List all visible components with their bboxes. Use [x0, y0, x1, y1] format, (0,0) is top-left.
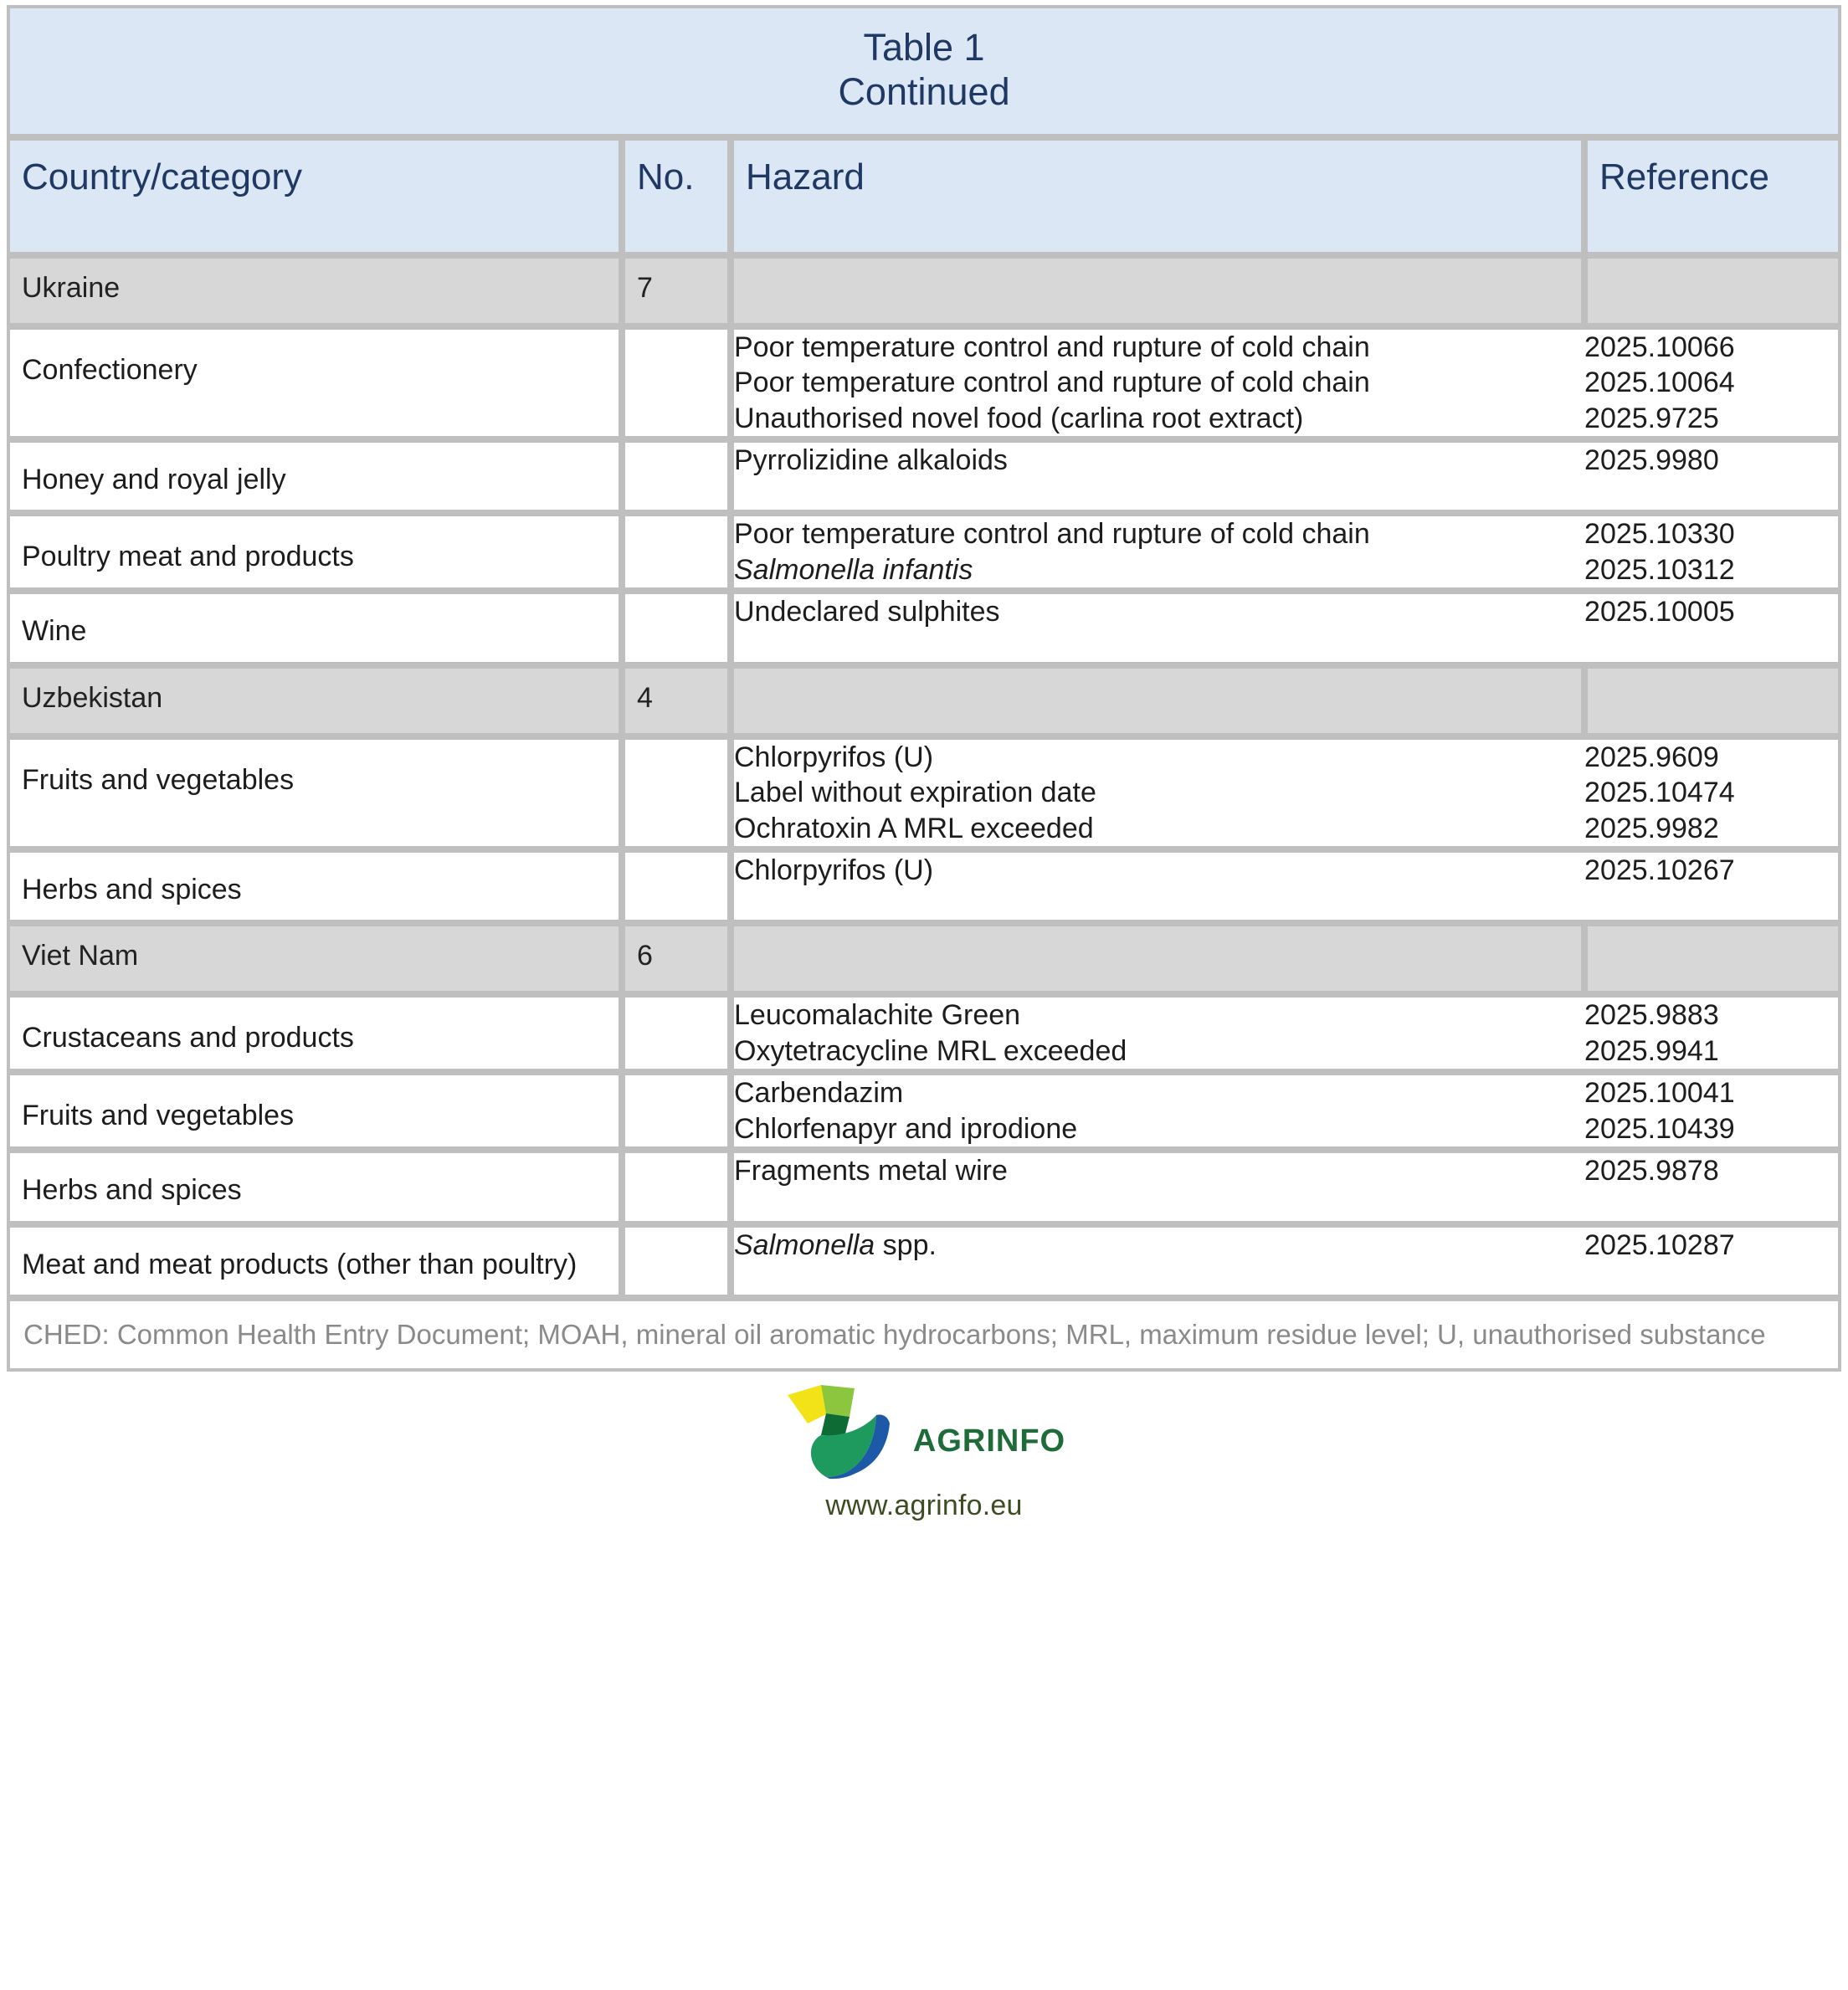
- category-no-spacer: [622, 326, 731, 440]
- hazard-row: [734, 516, 1838, 552]
- table-body: [7, 5, 1841, 1372]
- hazard-reference-group: [731, 439, 1841, 513]
- reference-id: 2025.10267: [1584, 853, 1838, 889]
- hazard-text: Undeclared sulphites: [734, 594, 1584, 630]
- country-name: Ukraine: [7, 255, 622, 326]
- reference-id: 2025.10287: [1584, 1228, 1838, 1264]
- hazard-text: Poor temperature control and rupture of cold chain: [734, 330, 1584, 366]
- reference-id: 2025.10041: [1584, 1075, 1838, 1111]
- hazard-subtable: [734, 1153, 1838, 1189]
- hazard-text: Leucomalachite Green: [734, 998, 1584, 1033]
- category-no-spacer: [622, 736, 731, 850]
- hazard-reference-group: [731, 1150, 1841, 1223]
- category-name: Crustaceans and products: [7, 994, 622, 1072]
- table-footnote: CHED: Common Health Entry Document; MOAH, mineral oil aromatic hydrocarbons; MRL, maximum residue level; U, unauthorised substance: [7, 1298, 1841, 1372]
- hazard-row: [734, 330, 1838, 366]
- category-name: Fruits and vegetables: [7, 736, 622, 850]
- footnote-row: [7, 1298, 1841, 1372]
- category-no-spacer: [622, 591, 731, 664]
- hazard-row: [734, 853, 1838, 889]
- hazard-row: [734, 998, 1838, 1033]
- hazard-text: Unauthorised novel food (carlina root extract): [734, 401, 1584, 437]
- category-name: Meat and meat products (other than poultry): [7, 1224, 622, 1298]
- hazard-reference-group: [731, 1224, 1841, 1298]
- agrinfo-leaf-icon: [783, 1383, 908, 1482]
- hazard-text: Fragments metal wire: [734, 1153, 1584, 1189]
- hazard-subtable: [734, 330, 1838, 437]
- category-name: Fruits and vegetables: [7, 1072, 622, 1150]
- category-name: Herbs and spices: [7, 1150, 622, 1223]
- country-notification-count: 6: [622, 923, 731, 994]
- column-header-hazard: Hazard: [731, 137, 1584, 254]
- table-row: [7, 439, 1841, 513]
- hazard-text: Label without expiration date: [734, 775, 1584, 811]
- hazard-subtable: [734, 516, 1838, 587]
- hazard-row: [734, 811, 1838, 847]
- table-row: [7, 994, 1841, 1072]
- hazard-text: Chlorpyrifos (U): [734, 740, 1584, 776]
- hazard-text: Pyrrolizidine alkaloids: [734, 443, 1584, 479]
- country-group-row: [7, 255, 1841, 326]
- hazard-row: [734, 775, 1838, 811]
- country-group-row: [7, 923, 1841, 994]
- hazard-row: [734, 740, 1838, 776]
- hazard-text: Carbendazim: [734, 1075, 1584, 1111]
- category-no-spacer: [622, 849, 731, 923]
- agrinfo-url: www.agrinfo.eu: [825, 1490, 1023, 1522]
- hazard-text: Poor temperature control and rupture of cold chain: [734, 516, 1584, 552]
- hazard-row: [734, 401, 1838, 437]
- hazard-row: [734, 1075, 1838, 1111]
- hazard-subtable: [734, 740, 1838, 847]
- table-row: [7, 1150, 1841, 1223]
- hazard-subtable: [734, 853, 1838, 889]
- category-name: Herbs and spices: [7, 849, 622, 923]
- hazard-reference-group: [731, 849, 1841, 923]
- table-row: [7, 849, 1841, 923]
- hazard-text: Oxytetracycline MRL exceeded: [734, 1033, 1584, 1069]
- reference-id: 2025.9609: [1584, 740, 1838, 776]
- category-name: Wine: [7, 591, 622, 664]
- hazard-subtable: [734, 443, 1838, 479]
- country-group-row: [7, 665, 1841, 736]
- reference-id: 2025.9980: [1584, 443, 1838, 479]
- table-row: [7, 326, 1841, 440]
- hazard-row: [734, 552, 1838, 588]
- reference-id: 2025.10312: [1584, 552, 1838, 588]
- footer-logo-block: [7, 1372, 1841, 1537]
- category-no-spacer: [622, 994, 731, 1072]
- table-row: [7, 736, 1841, 850]
- table-title-main: Table 1: [863, 26, 985, 69]
- reference-id: 2025.9941: [1584, 1033, 1838, 1069]
- table-title-cell: [7, 5, 1841, 137]
- agrinfo-wordmark: AGRINFO: [912, 1423, 1066, 1459]
- hazard-row: [734, 1033, 1838, 1069]
- category-name: Confectionery: [7, 326, 622, 440]
- country-name: Viet Nam: [7, 923, 622, 994]
- table-header-row: [7, 137, 1841, 254]
- reference-id: 2025.9883: [1584, 998, 1838, 1033]
- reference-id: 2025.10474: [1584, 775, 1838, 811]
- column-header-reference: Reference: [1584, 137, 1841, 254]
- category-no-spacer: [622, 1150, 731, 1223]
- table-row: [7, 591, 1841, 664]
- hazard-text: Chlorpyrifos (U): [734, 853, 1584, 889]
- column-header-no: No.: [622, 137, 731, 254]
- hazard-text: Salmonella infantis: [734, 552, 1584, 588]
- category-no-spacer: [622, 1224, 731, 1298]
- reference-id: 2025.10066: [1584, 330, 1838, 366]
- country-notification-count: 7: [622, 255, 731, 326]
- hazard-notifications-table: [7, 5, 1841, 1372]
- country-row-hazard-blank: [731, 255, 1584, 326]
- hazard-text: Ochratoxin A MRL exceeded: [734, 811, 1584, 847]
- category-no-spacer: [622, 513, 731, 591]
- table-row: [7, 1072, 1841, 1150]
- hazard-text: Chlorfenapyr and iprodione: [734, 1111, 1584, 1147]
- hazard-row: [734, 365, 1838, 401]
- hazard-subtable: [734, 1228, 1838, 1264]
- category-no-spacer: [622, 1072, 731, 1150]
- table-row: [7, 1224, 1841, 1298]
- column-header-country: Country/category: [7, 137, 622, 254]
- country-row-reference-blank: [1584, 255, 1841, 326]
- country-row-reference-blank: [1584, 923, 1841, 994]
- hazard-subtable: [734, 1075, 1838, 1146]
- reference-id: 2025.10005: [1584, 594, 1838, 630]
- category-no-spacer: [622, 439, 731, 513]
- table-row: [7, 513, 1841, 591]
- table-title-continued: Continued: [838, 70, 1010, 114]
- agrinfo-logo: [783, 1383, 1065, 1482]
- reference-id: 2025.10064: [1584, 365, 1838, 401]
- hazard-text: Salmonella spp.: [734, 1228, 1584, 1264]
- hazard-row: [734, 1153, 1838, 1189]
- reference-id: 2025.9878: [1584, 1153, 1838, 1189]
- hazard-row: [734, 443, 1838, 479]
- reference-id: 2025.9725: [1584, 401, 1838, 437]
- hazard-reference-group: [731, 326, 1841, 440]
- country-row-reference-blank: [1584, 665, 1841, 736]
- reference-id: 2025.10330: [1584, 516, 1838, 552]
- hazard-reference-group: [731, 1072, 1841, 1150]
- hazard-row: [734, 594, 1838, 630]
- hazard-row: [734, 1111, 1838, 1147]
- hazard-subtable: [734, 998, 1838, 1069]
- country-notification-count: 4: [622, 665, 731, 736]
- country-row-hazard-blank: [731, 923, 1584, 994]
- hazard-reference-group: [731, 513, 1841, 591]
- hazard-subtable: [734, 594, 1838, 630]
- reference-id: 2025.10439: [1584, 1111, 1838, 1147]
- country-name: Uzbekistan: [7, 665, 622, 736]
- hazard-reference-group: [731, 591, 1841, 664]
- hazard-reference-group: [731, 994, 1841, 1072]
- hazard-text: Poor temperature control and rupture of cold chain: [734, 365, 1584, 401]
- country-row-hazard-blank: [731, 665, 1584, 736]
- category-name: Honey and royal jelly: [7, 439, 622, 513]
- hazard-row: [734, 1228, 1838, 1264]
- reference-id: 2025.9982: [1584, 811, 1838, 847]
- category-name: Poultry meat and products: [7, 513, 622, 591]
- hazard-reference-group: [731, 736, 1841, 850]
- table-title-row: [7, 5, 1841, 137]
